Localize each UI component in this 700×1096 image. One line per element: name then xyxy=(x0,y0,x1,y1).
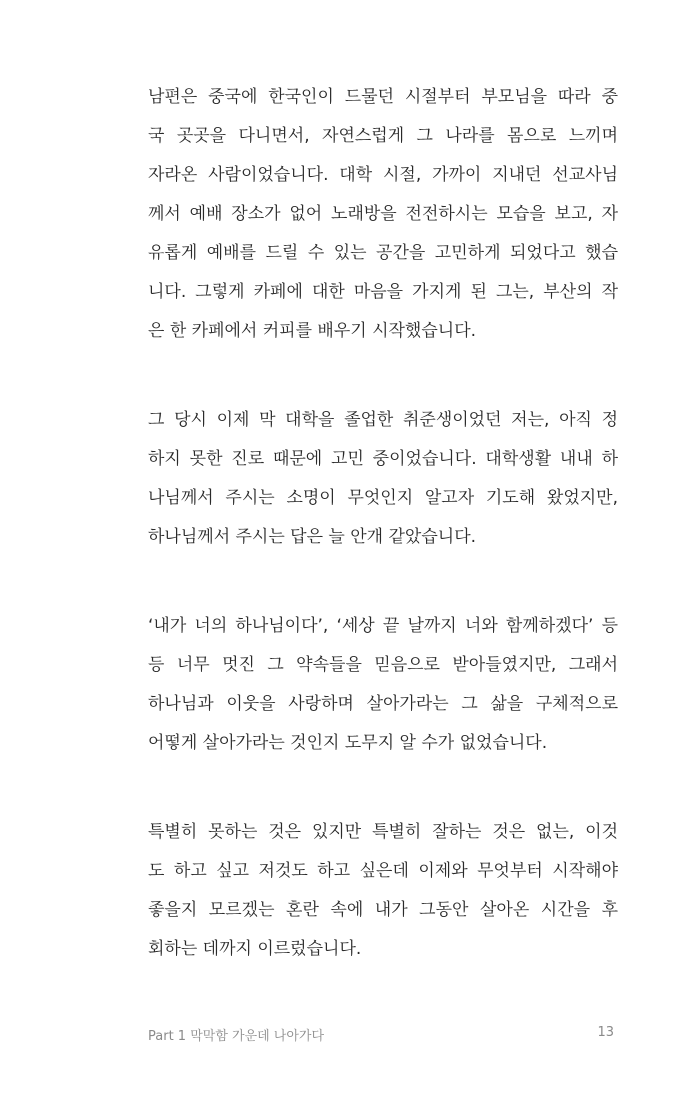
text-line: 하나님과 이웃을 사랑하며 살아가라는 그 삶을 구체적으로 xyxy=(148,694,618,714)
text-line: 은 한 카페에서 커피를 배우기 시작했습니다. xyxy=(148,321,477,341)
paragraph-3 xyxy=(148,607,618,763)
text-line: 하나님께서 주시는 답은 늘 안개 같았습니다. xyxy=(148,527,477,547)
text-line: 좋을지 모르겠는 혼란 속에 내가 그동안 살아온 시간을 후 xyxy=(148,900,618,920)
text-line: 등 너무 멋진 그 약속들을 믿음으로 받아들였지만, 그래서 xyxy=(148,655,618,675)
running-title: Part 1 막막함 가운데 나아가다 xyxy=(148,1029,325,1044)
paragraph-2 xyxy=(148,401,618,557)
text-line: ‘내가 너의 하나님이다’, ‘세상 끝 날까지 너와 함께하겠다’ 등 xyxy=(148,616,618,636)
text-line: 께서 예배 장소가 없어 노래방을 전전하시는 모습을 보고, 자 xyxy=(148,204,618,224)
text-line: 하지 못한 진로 때문에 고민 중이었습니다. 대학생활 내내 하 xyxy=(148,449,618,469)
text-line: 도 하고 싶고 저것도 하고 싶은데 이제와 무엇부터 시작해야 xyxy=(148,861,618,881)
text-line: 유롭게 예배를 드릴 수 있는 공간을 고민하게 되었다고 했습 xyxy=(148,243,618,263)
text-line: 어떻게 살아가라는 것인지 도무지 알 수가 없었습니다. xyxy=(148,733,548,753)
page-number: 13 xyxy=(597,1025,614,1040)
text-line: 그 당시 이제 막 대학을 졸업한 취준생이었던 저는, 아직 정 xyxy=(148,410,618,430)
text-line: 회하는 데까지 이르렀습니다. xyxy=(148,939,362,959)
paragraph-4 xyxy=(148,813,618,969)
text-line: 나님께서 주시는 소명이 무엇인지 알고자 기도해 왔었지만, xyxy=(148,488,618,508)
text-line: 남편은 중국에 한국인이 드물던 시절부터 부모님을 따라 중 xyxy=(148,87,618,107)
text-line: 특별히 못하는 것은 있지만 특별히 잘하는 것은 없는, 이것 xyxy=(148,822,618,842)
paragraph-1 xyxy=(148,78,618,351)
text-line: 자라온 사람이었습니다. 대학 시절, 가까이 지내던 선교사님 xyxy=(148,165,618,185)
body-text xyxy=(148,78,618,1019)
text-line: 니다. 그렇게 카페에 대한 마음을 가지게 된 그는, 부산의 작 xyxy=(148,282,618,302)
text-line: 국 곳곳을 다니면서, 자연스럽게 그 나라를 몸으로 느끼며 xyxy=(148,126,618,146)
page-footer xyxy=(148,1025,614,1045)
